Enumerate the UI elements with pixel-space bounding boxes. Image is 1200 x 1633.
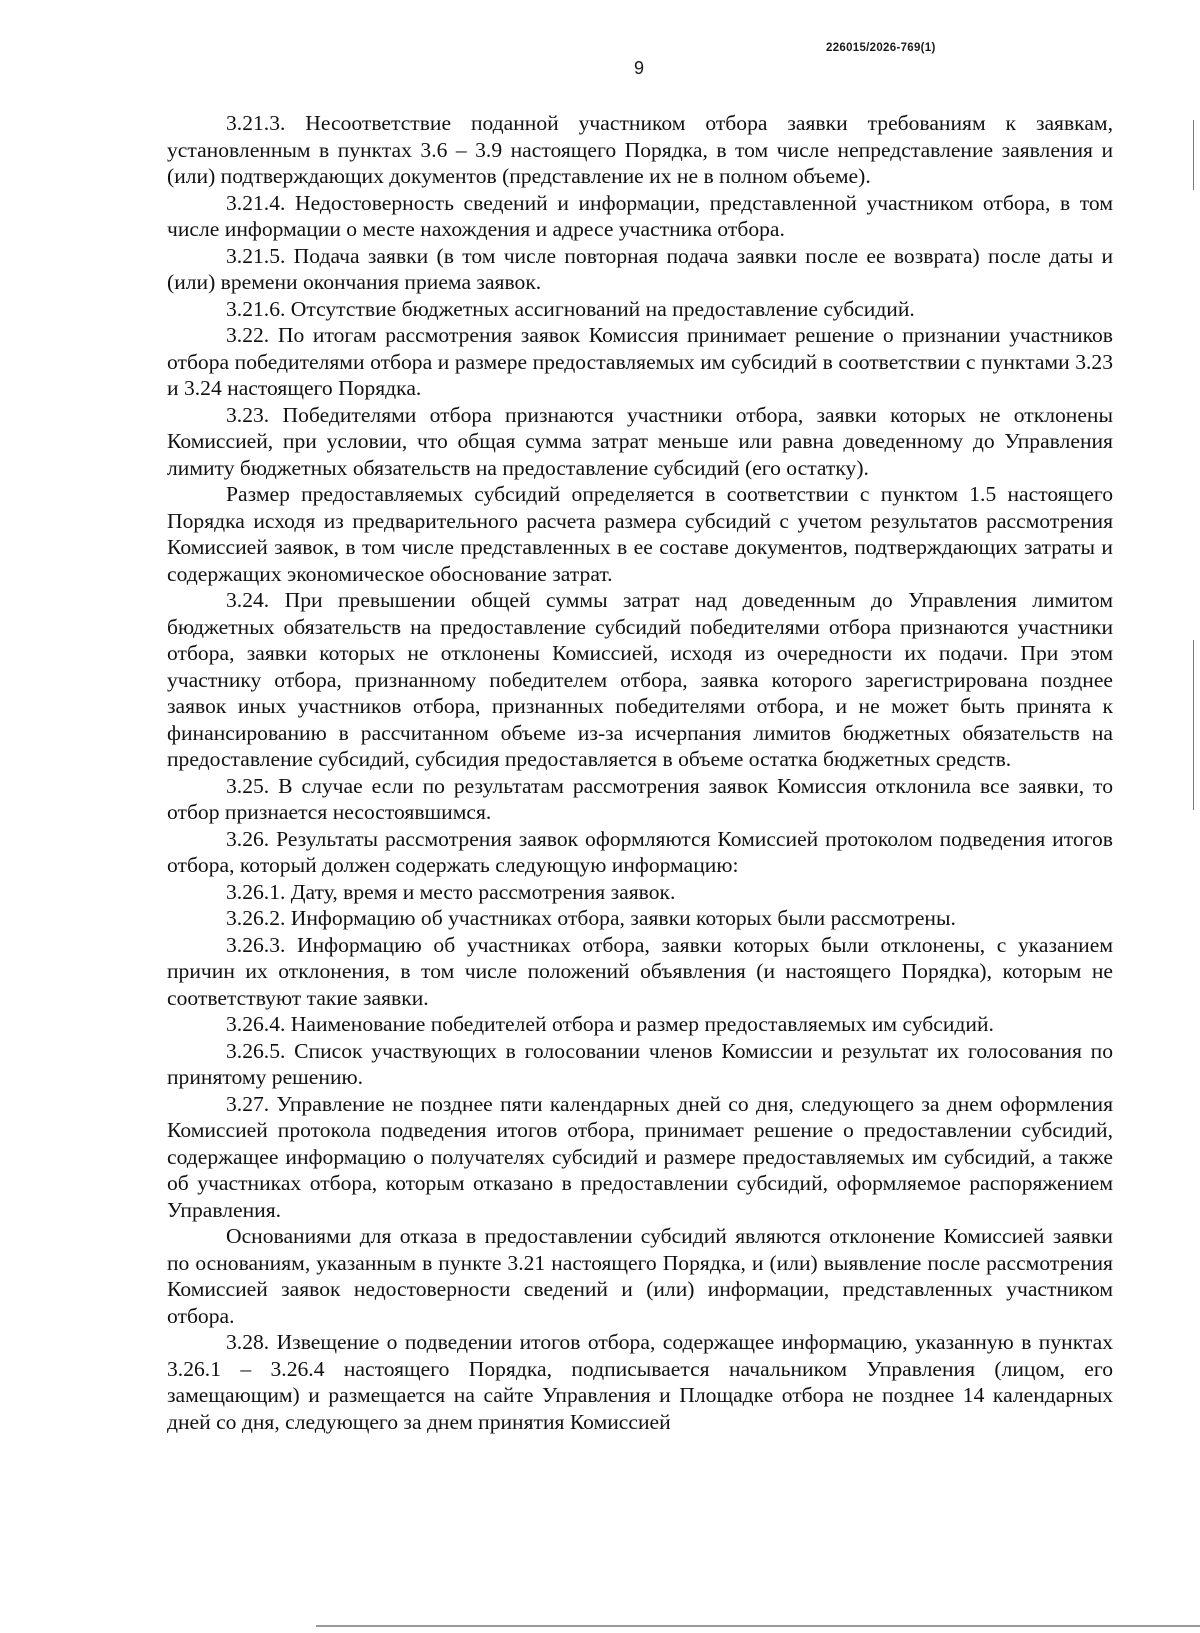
paragraph-3-26-1: 3.26.1. Дату, время и место рассмотрения заявок.: [226, 879, 676, 904]
paragraph-3-21-4: 3.21.4. Недостоверность сведений и информации, представленной участником отбора, в том числе информации о месте нахождения и адресе участника отбора.: [167, 190, 1113, 241]
page-number: 9: [634, 58, 645, 78]
paragraph-3-26-5: 3.26.5. Список участвующих в голосовании членов Комиссии и результат их голосования по принятому решению.: [167, 1038, 1113, 1089]
paragraph-3-21-3: 3.21.3. Несоответствие поданной участником отбора заявки требованиям к заявкам, установленным в пунктах 3.6 – 3.9 настоящего Порядка, в том числе непредставление заявления и (или) подтверждающих документов (представление их не в полном объеме).: [167, 111, 1113, 188]
scan-margin-mark: [1193, 120, 1194, 190]
paragraph-3-23: 3.23. Победителями отбора признаются участники отбора, заявки которых не отклонены Комиссией, при условии, что общая сумма затрат меньше или равна доведенному до Управления лимиту бюджетных обязательств на предоставление субсидий (его остатку).: [167, 402, 1113, 480]
document-body: [167, 110, 1113, 1435]
paragraph-3-28: 3.28. Извещение о подведении итогов отбора, содержащее информацию, указанную в пунктах 3.26.1 – 3.26.4 настоящего Порядка, подписывается начальником Управления (лицом, его замещающим) и размещается на сайте Управления и Площадке отбора не позднее 14 календарных дней со дня, следующего за днем принятия Комиссией: [167, 1330, 1113, 1434]
scan-bottom-edge: [316, 1625, 1200, 1627]
paragraph-3-26-3: 3.26.3. Информацию об участниках отбора, заявки которых были отклонены, с указанием причин их отклонения, в том числе положений объявления (и настоящего Порядка), которым не соответствуют такие заявки.: [167, 932, 1113, 1010]
paragraph-subsidy-amount: Размер предоставляемых субсидий определяется в соответствии с пунктом 1.5 настоящего Порядка исходя из предварительного расчета размера субсидий с учетом результатов рассмотрения Комиссией заявок, в том числе представленных в ее составе документов, подтверждающих затраты и содержащих экономическое обоснование затрат.: [167, 482, 1113, 586]
paragraph-refusal-grounds: Основаниями для отказа в предоставлении субсидий являются отклонение Комиссией заявки по основаниям, указанным в пункте 3.21 настоящего Порядка, и (или) выявление после рассмотрения Комиссией заявок недостоверности сведений и (или) информации, представленных участником отбора.: [167, 1224, 1113, 1328]
paragraph-3-21-6: 3.21.6. Отсутствие бюджетных ассигнований на предоставление субсидий.: [226, 296, 915, 321]
paragraph-3-22: 3.22. По итогам рассмотрения заявок Комиссия принимает решение о признании участников отбора победителями отбора и размере предоставляемых им субсидий в соответствии с пунктами 3.23 и 3.24 настоящего Порядка.: [167, 323, 1113, 400]
paragraph-3-26-4: 3.26.4. Наименование победителей отбора и размер предоставляемых им субсидий.: [226, 1012, 994, 1036]
scan-margin-mark: [1193, 640, 1194, 810]
paragraph-3-27: 3.27. Управление не позднее пяти календарных дней со дня, следующего за днем оформления Комиссией протокола подведения итогов отбора, принимает решение о предоставлении субсидий, содержащее информацию о получателях субсидий и размере предоставляемых им субсидий, а также об участниках отбора, которым отказано в предоставлении субсидий, оформляемое распоряжением Управления.: [167, 1091, 1113, 1222]
document-registration-number: 226015/2026-769(1): [826, 42, 936, 54]
paragraph-3-24: 3.24. При превышении общей суммы затрат над доведенным до Управления лимитом бюджетных обязательств на предоставление субсидий победителями отбора признаются участники отбора, заявки которых не отклонены Комиссией, исходя из очередности их подачи. При этом участнику отбора, признанному победителем отбора, заявка которого зарегистрирована позднее заявок иных участников отбора, признанных победителями отбора, и не может быть принята к финансированию в рассчитанном объеме из-за исчерпания лимитов бюджетных обязательств на предоставление субсидий, субсидия предоставляется в объеме остатка бюджетных средств.: [167, 588, 1113, 771]
paragraph-3-26-2: 3.26.2. Информацию об участниках отбора, заявки которых были рассмотрены.: [226, 906, 956, 930]
paragraph-3-21-5: 3.21.5. Подача заявки (в том числе повторная подача заявки после ее возврата) после даты и (или) времени окончания приема заявок.: [167, 243, 1113, 294]
paragraph-3-25: 3.25. В случае если по результатам рассмотрения заявок Комиссия отклонила все заявки, то отбор признается несостоявшимся.: [167, 773, 1113, 824]
paragraph-3-26: 3.26. Результаты рассмотрения заявок оформляются Комиссией протоколом подведения итогов отбора, который должен содержать следующую информацию:: [167, 826, 1113, 877]
